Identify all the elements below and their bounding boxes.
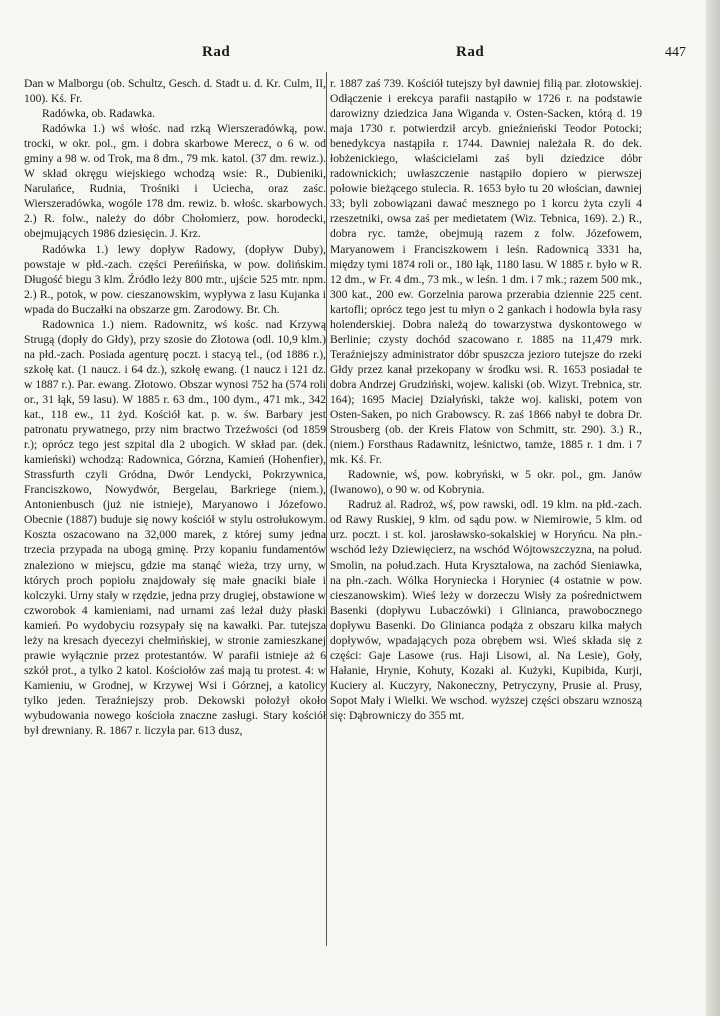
entry-text: Radówka 1.) lewy dopływ Radowy, (dopływ Duby), powstaje w płd.-zach. części Pereńińska, w pow. dolińskim. Długość biegu 3 klm. Źródło leży 800 mtr., ujście 525 mtr. npm. 2.) R., potok, w pow. cieszanowskim, wypływa z lasu Kujanka i wpada do Buczałki na obszarze gm. Zarodowy. Br. Ch. <box>24 242 326 316</box>
entry-text: Radownica 1.) niem. Radownitz, wś kośc. nad Krzywą Strugą (dopły do Głdy), przy szosie do Złotowa (odl. 10,9 klm.) na płd.-zach. Posiada agenturę poczt. i stacyą tel., (od 1886 r.), szkołę kat. (1 naucz. i 64 dz.), szkołę ewang. (1 naucz i 121 dz. w 1887 r.). Par. ewang. Złotowo. Obszar wynosi 752 ha (574 roli or., 31 łąk, 59 lasu). W 1885 r. 63 dm., 100 dym., 471 mk., 342 kat., 118 ew., 11 żyd. Kościół kat. p. w. św. Barbary jest patronatu prywatnego, przy nim bractwo Trzeźwości (od 1859 r.); oprócz tego jest szpital dla 2 ubogich. W skład par. (dek. kamieński) wchodzą: Radownica, Górzna, Kamień (Hohenfier), Strassfurth czyli Gródna, Dwór Lendycki, Pokrzywnica, Franciszkowo, Nowydwór, Bergelau, Barkriege (niem.), Antonienbusch (już nie istnieje), Maryanowo i Józefowo. Obecnie (1887) buduje się nowy kościół w stylu ostrołukowym. Koszta oszacowano na 32,000 marek, z której sumy jedna trzecia przypada na ubogą gminę. Przy kopaniu fundamentów znaleziono w miejscu, gdzie ma stanąć wieża, trzy urny, w których proch popiołu znajdowały się małe gnaciki białe i kolczyki. Urny stały w rzędzie, jedna przy drugiej, obstawione w czworobok 4 kamieniami, nad urnami zaś leżał duży płaski kamień. Po wydobyciu rozsypały się na kawałki. Par. tutejsza leży na kresach dyecezyi chełmińskiej, w stronie zamieszkanej prawie wyłącznie przez protestantów. W parafii istnieje aż 6 szkół prot., a tylko 2 katol. Kościołów zaś mają tu protest. 4: w Kamieniu, w Grodnej, w Krzywej Wsi i Górznej, a katolicy tylko jeden. Teraźniejszy prob. Dekowski położył około wybudowania nowego kościoła znaczne zasługi. Stary kościół był drewniany. R. 1867 r. liczyła par. 613 dusz, <box>24 317 326 738</box>
entry-text: Radówka 1.) wś włośc. nad rzką Wierszeradówką, pow. trocki, w okr. pol., gm. i dobra skarbowe Merecz, o 6 w. od gminy a 98 w. od Trok, ma 8 dm., 79 mk. katol. (37 dm. rewiz.). W skład okręgu wiejskiego wchodzą wsie: R., Dubieniki, Narulańce, Rudnia, Trośniki i Uciecha, oraz zaśc. Wierszeradówka, wogóle 178 dm. rewiz. b. włośc. skarbowych. 2.) R. folw., należy do dóbr Chołomierz, pow. horodecki, obejmujących 1986 dziesięcin. J. Krz. <box>24 122 326 241</box>
right-column <box>330 76 642 723</box>
page-header <box>86 44 706 66</box>
page-edge <box>706 0 720 1016</box>
entry-text: Dan w Malborgu (ob. Schultz, Gesch. d. Stadt u. d. Kr. Culm, II, 100). Kś. Fr. <box>24 77 326 106</box>
entry-text: Radówka, ob. Radawka. <box>42 107 156 121</box>
running-head-right: Rad <box>456 44 485 60</box>
running-head-left: Rad <box>202 44 231 60</box>
left-column <box>24 76 326 738</box>
page-number: 447 <box>665 45 686 60</box>
entry-text: Radruż al. Radroż, wś, pow rawski, odl. 19 klm. na płd.-zach. od Rawy Ruskiej, 9 klm. od sądu pow. w Niemirowie, 5 klm. od urz. poczt. i st. kol. jarosławsko-sokalskiej w Horyńcu. Na płn.-wschód leży Dziewięcierz, na wschód Wójtowszczyzna, na połud. Smolin, na połud.zach. Huta Krysztalowa, na zachód Sieniawka, na płn.-zach. Wólka Horyniecka i Horyniec (4 ostatnie w pow. cieszanowskim). Wieś leży w dorzeczu Wisły za pośrednictwem Basenki (dopływu Lubaczówki) i Glinianca, prawobocznego dopływu Basenki. Do Glinianca podąża z obszaru kilka małych dopływów, wpadających poza obrębem wsi. Wieś składa się z części: Gaje Lasowe (rus. Haji Lisowi, al. Na Lesie), Goły, Hałanie, Hrynie, Kohuty, Kozaki al. Kużyki, Kupibida, Kurji, Kuciery al. Kuczyry, Nakoneczny, Petryczyny, Prusie al. Prusy, Sopot Mały i Wielki. We wschod. wyższej części obszaru wznoszą się: Dąbrowniczy do 355 mt. <box>330 498 642 722</box>
column-divider <box>326 72 327 946</box>
entry-text: Radownie, wś, pow. kobryński, w 5 okr. pol., gm. Janów (Iwanowo), o 90 w. od Kobrynia. <box>330 468 642 497</box>
entry-text: r. 1887 zaś 739. Kościół tutejszy był dawniej filią par. złotowskiej. Odłączenie i erekcya parafii nastąpiło w 1726 r. na podstawie darowizny dziedzica Jana Wiganda v. Osten-Sacken, którą d. 19 maja 1730 r. potwierdził arcyb. gnieźnieński Teodor Potocki; benedykcya nastąpiła r. 1744. Dawniej należała R. do dek. łobżenickiego, właścicielami zaś byli dziedzice dóbr radownickich; uwłaszczenie nastąpiło dopiero w pierwszej połowie bieżącego stulecia. R. 1653 było tu 20 włościan, dawniej 33; byli zobowiązani dawać mesznego po 1 korcu żyta czyli 4 rzeszetniki, owsa zaś per medietatem (Wiz. Tebnica, 169). 2.) R., dobra ryc. tamże, obejmują razem z folw. Józefowem, Maryanowem i Franciszkowem i leśn. Radownicą 3331 ha, między tymi 1874 roli or., 180 łąk, 1180 lasu. W 1885 r. było w R. 12 dm., w Fr. 4 dm., 73 mk., w leśn. 1 dm. i 7 mk.; razem 500 mk., 300 kat., 200 ew. Gorzelnia parowa przerabia dziennie 225 cent. kartofli; oprócz tego jest tu młyn o 2 gankach i hodowla była rasy holenderskiej. Dobra należą do towarzystwa dyskontowego w Berlinie; czysty dochód szacowano r. 1885 na 11,479 mrk. Teraźniejszy administrator dóbr spuszcza jezioro tutejsze do rzeki Głdy przez kanał przekopany w środku wsi. R. 1653 posiadał te dobra Andrzej Grudziński, wojew. kaliski (ob. Wizyt. Trebnica, str. 164); 1695 Maciej Działyński, także woj. kaliski, potem von Osten-Saken, po nich Grabowscy. R. zaś 1866 nabył te dobra Dr. Strousberg (ob. der Kreis Flatow von Schmitt, str. 290). 3.) R., (niem.) Forsthaus Radawnitz, leśnictwo, tamże, 1885 r. 1 dm. i 7 mk. Kś. Fr. <box>330 77 642 467</box>
